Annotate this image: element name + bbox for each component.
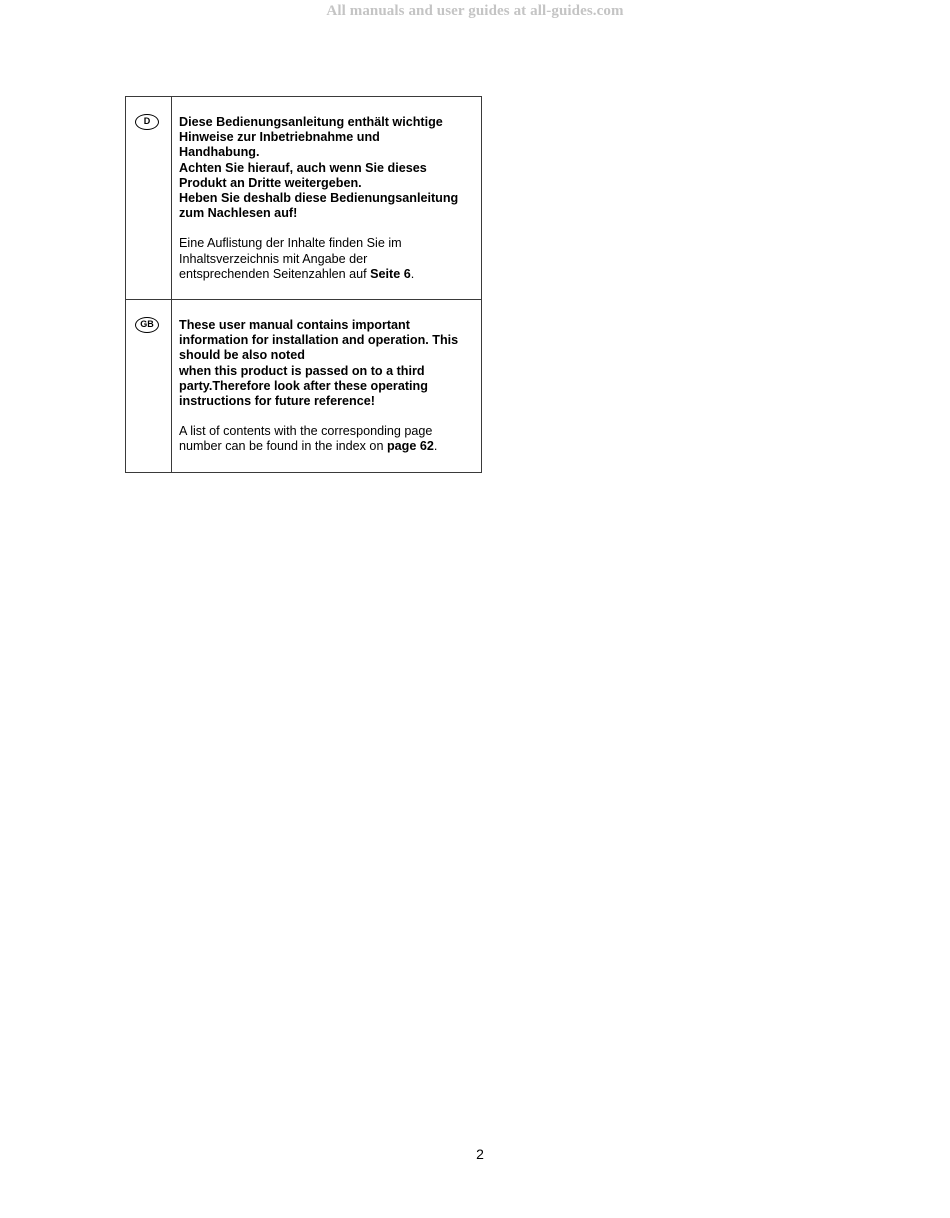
page-reference: Seite 6 bbox=[370, 266, 411, 281]
reference-line bbox=[179, 439, 473, 454]
notice-line: party.Therefore look after these operating bbox=[179, 378, 428, 393]
page-number: 2 bbox=[476, 1146, 484, 1162]
language-badge-cell bbox=[126, 300, 172, 473]
section-de bbox=[126, 97, 482, 300]
contents-reference bbox=[179, 236, 473, 282]
reference-line: Eine Auflistung der Inhalte finden Sie im bbox=[179, 236, 402, 251]
notice-line: instructions for future reference! bbox=[179, 394, 375, 409]
notice-line: Handhabung. bbox=[179, 145, 260, 160]
reference-punctuation: . bbox=[433, 439, 438, 454]
reference-punctuation: . bbox=[410, 266, 415, 281]
reference-text: number can be found in the index on bbox=[179, 439, 387, 454]
reference-line bbox=[179, 267, 473, 282]
notice-line: information for installation and operation. This bbox=[179, 333, 459, 348]
notice-line: These user manual contains important bbox=[179, 318, 410, 333]
notice-line: Produkt an Dritte weitergeben. bbox=[179, 175, 362, 190]
language-badge-de: D bbox=[135, 114, 159, 130]
notice-line: Hinweise zur Inbetriebnahme und bbox=[179, 130, 380, 145]
reference-text: entsprechenden Seitenzahlen auf bbox=[179, 266, 371, 281]
section-gb bbox=[126, 300, 482, 473]
reference-line: A list of contents with the corresponding page bbox=[179, 424, 433, 439]
reference-line: Inhaltsverzeichnis mit Angabe der bbox=[179, 251, 368, 266]
important-notice bbox=[179, 318, 473, 409]
notice-line: Achten Sie hierauf, auch wenn Sie dieses bbox=[179, 160, 427, 175]
notice-line: zum Nachlesen auf! bbox=[179, 206, 298, 221]
notice-line: when this product is passed on to a third bbox=[179, 363, 425, 378]
notice-line: Heben Sie deshalb diese Bedienungsanleitung bbox=[179, 191, 459, 206]
notice-line: should be also noted bbox=[179, 348, 305, 363]
notice-line: Diese Bedienungsanleitung enthält wichtige bbox=[179, 115, 443, 129]
language-badge-gb: GB bbox=[135, 317, 159, 333]
page-reference: page 62 bbox=[386, 439, 434, 454]
watermark: All manuals and user guides at all-guides.com bbox=[326, 3, 624, 19]
notice-text-cell bbox=[172, 97, 482, 300]
contents-reference bbox=[179, 424, 473, 454]
notice-text-cell bbox=[172, 300, 482, 473]
language-badge-cell bbox=[126, 97, 172, 300]
important-notice bbox=[179, 115, 473, 221]
language-notice-table bbox=[125, 96, 482, 473]
